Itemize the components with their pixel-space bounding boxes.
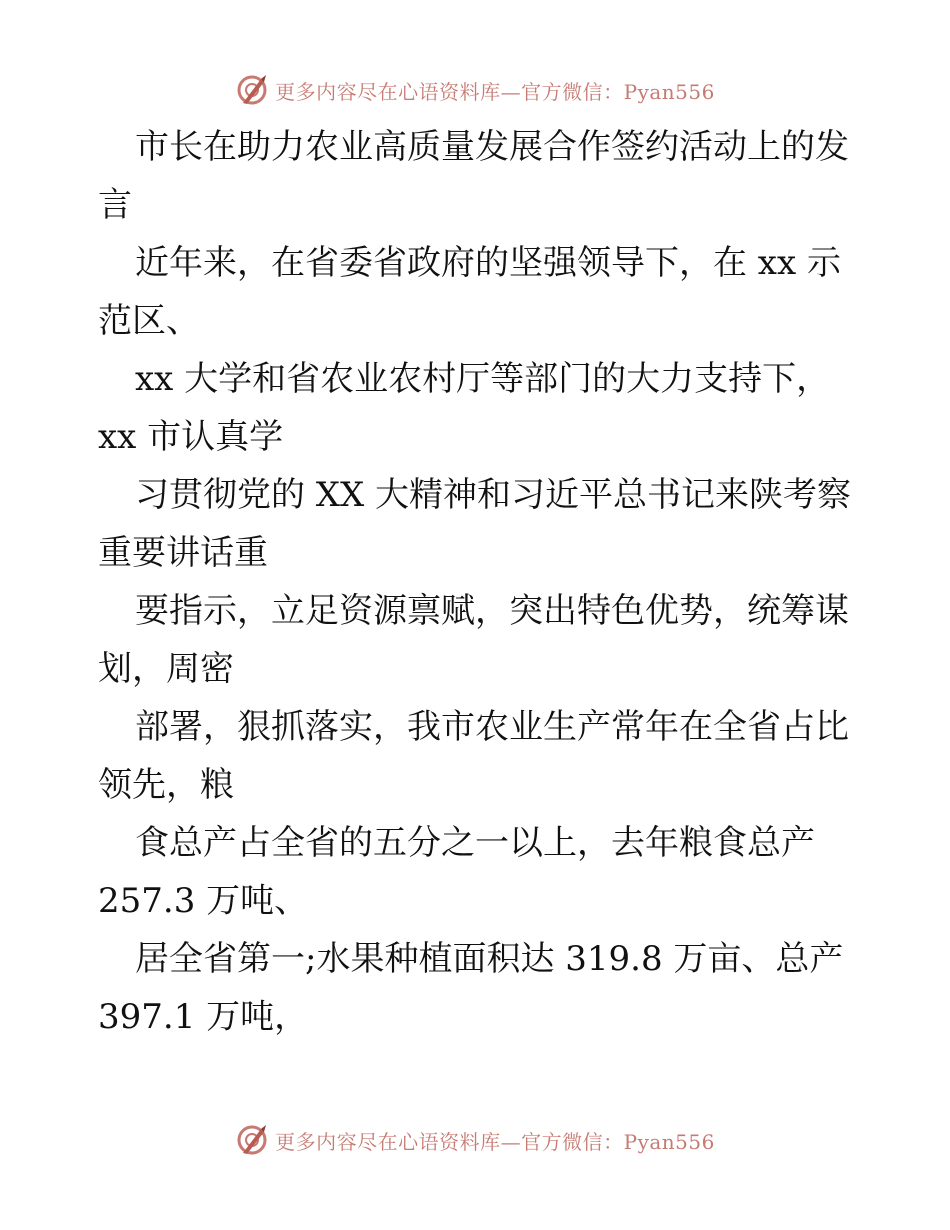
header-watermark [0,70,950,110]
quill-logo-icon [235,1123,269,1157]
text-line: 食总产占全省的五分之一以上，去年粮食总产 [135,823,815,863]
text-line: 居全省第一;水果种植面积达 319.8 万亩、总产 [135,939,844,979]
text-line: 重要讲话重 [98,533,268,573]
text-line: 市长在助力农业高质量发展合作签约活动上的发 [135,127,849,167]
text-line: 言 [98,185,132,225]
text-line: 习贯彻党的 XX 大精神和习近平总书记来陕考察 [135,475,852,515]
text-line: xx 大学和省农业农村厅等部门的大力支持下， [135,359,831,399]
text-line: 257.3 万吨、 [98,881,309,921]
text-line: 近年来，在省委省政府的坚强领导下，在 xx 示 [135,243,841,283]
watermark-text: 更多内容尽在心语资料库—官方微信：Pyan556 [275,79,715,104]
text-line: xx 市认真学 [98,417,284,457]
quill-logo-icon [235,73,269,107]
text-line: 划，周密 [98,649,234,689]
footer-watermark [0,1120,950,1160]
text-line: 领先，粮 [98,765,234,805]
text-line: 397.1 万吨， [98,997,309,1037]
watermark-text: 更多内容尽在心语资料库—官方微信：Pyan556 [275,1129,715,1154]
text-line: 范区、 [98,301,200,341]
text-line: 要指示，立足资源禀赋，突出特色优势，统筹谋 [135,591,849,631]
document-body [98,118,858,1046]
text-line: 部署，狠抓落实，我市农业生产常年在全省占比 [135,707,849,747]
